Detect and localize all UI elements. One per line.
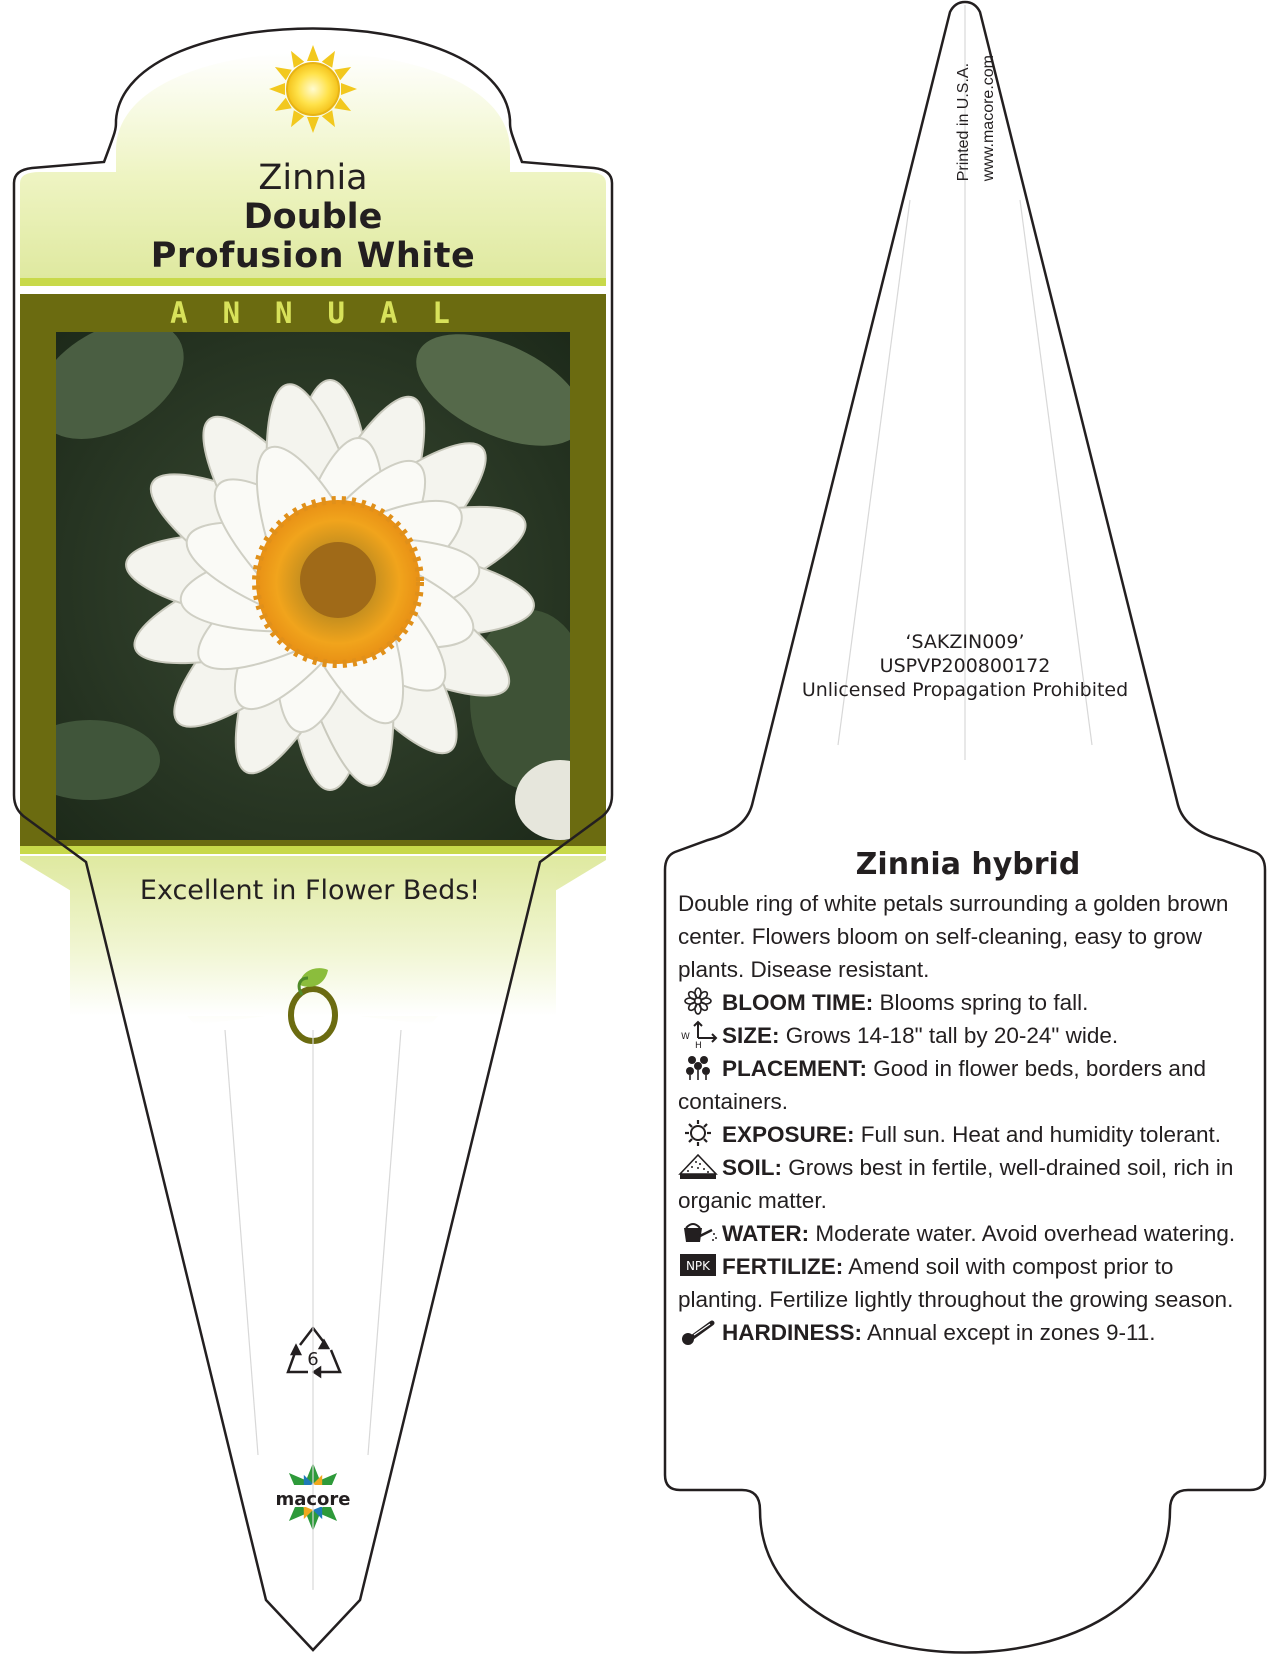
variety-name-line1: Double xyxy=(243,197,383,237)
care-label: EXPOSURE: xyxy=(722,1122,855,1147)
care-text: Good in flower beds, borders and containers. xyxy=(678,1056,1206,1114)
patent-number: USPVP200800172 xyxy=(879,655,1051,677)
care-label: WATER: xyxy=(722,1221,810,1246)
care-text: Amend soil with compost prior to planting. Fertilize lightly throughout the growing season. xyxy=(678,1254,1234,1312)
size-icon-w: W xyxy=(681,1032,690,1042)
recycle-code: 6 xyxy=(307,1349,319,1370)
care-label: HARDINESS: xyxy=(722,1320,863,1345)
propagation-notice: Unlicensed Propagation Prohibited xyxy=(801,679,1129,701)
care-description xyxy=(678,887,1253,1349)
care-row-hardiness xyxy=(678,1316,1253,1349)
care-label: FERTILIZE: xyxy=(722,1254,844,1279)
legal-block xyxy=(760,630,1170,702)
npk-icon xyxy=(678,1251,718,1279)
soil-icon xyxy=(678,1152,718,1180)
care-text: Blooms spring to fall. xyxy=(879,990,1089,1015)
back-tag xyxy=(665,2,1265,1653)
sun-icon xyxy=(678,1119,718,1147)
care-text: Moderate water. Avoid overhead watering. xyxy=(815,1221,1236,1246)
size-icon xyxy=(678,1020,718,1048)
size-icon-h: H xyxy=(695,1041,702,1048)
thermometer-icon xyxy=(678,1317,718,1345)
tagline: Excellent in Flower Beds! xyxy=(139,875,481,906)
plant-category: ANNUAL xyxy=(170,296,485,330)
placement-icon xyxy=(678,1053,718,1081)
care-label: SOIL: xyxy=(722,1155,782,1180)
care-row-size xyxy=(678,1019,1253,1052)
npk-icon-text: NPK xyxy=(685,1259,711,1273)
plant-common-name: Zinnia xyxy=(258,158,368,198)
care-row-bloom xyxy=(678,986,1253,1019)
watering-can-icon xyxy=(678,1218,718,1246)
care-text: Full sun. Heat and humidity tolerant. xyxy=(860,1122,1221,1147)
botanical-name: Zinnia hybrid xyxy=(855,847,1081,882)
care-text: Annual except in zones 9-11. xyxy=(867,1320,1156,1345)
flower-icon xyxy=(678,987,718,1015)
printed-origin: Printed in U.S.A. xyxy=(955,62,972,182)
care-row-exposure xyxy=(678,1118,1253,1151)
care-row-placement xyxy=(678,1052,1253,1118)
care-text: Grows 14-18" tall by 20-24" wide. xyxy=(785,1023,1119,1048)
variety-name-line2: Profusion White xyxy=(150,236,476,276)
printed-info xyxy=(951,55,1001,181)
care-label: SIZE: xyxy=(722,1023,780,1048)
brand-name: macore xyxy=(275,1489,351,1510)
care-label: PLACEMENT: xyxy=(722,1056,867,1081)
flower-photo xyxy=(16,297,605,840)
care-text: Grows best in fertile, well-drained soil, rich in organic matter. xyxy=(678,1155,1234,1213)
printed-website: www.macore.com xyxy=(980,55,997,182)
care-label: BLOOM TIME: xyxy=(722,990,874,1015)
care-row-soil xyxy=(678,1151,1253,1217)
variety-code: ‘SAKZIN009’ xyxy=(905,631,1025,653)
plant-description: Double ring of white petals surrounding a golden brown center. Flowers bloom on self-cleaning, easy to grow plants. Disease resistant. xyxy=(678,891,1229,982)
care-row-fertilize xyxy=(678,1250,1253,1316)
care-row-water xyxy=(678,1217,1253,1250)
